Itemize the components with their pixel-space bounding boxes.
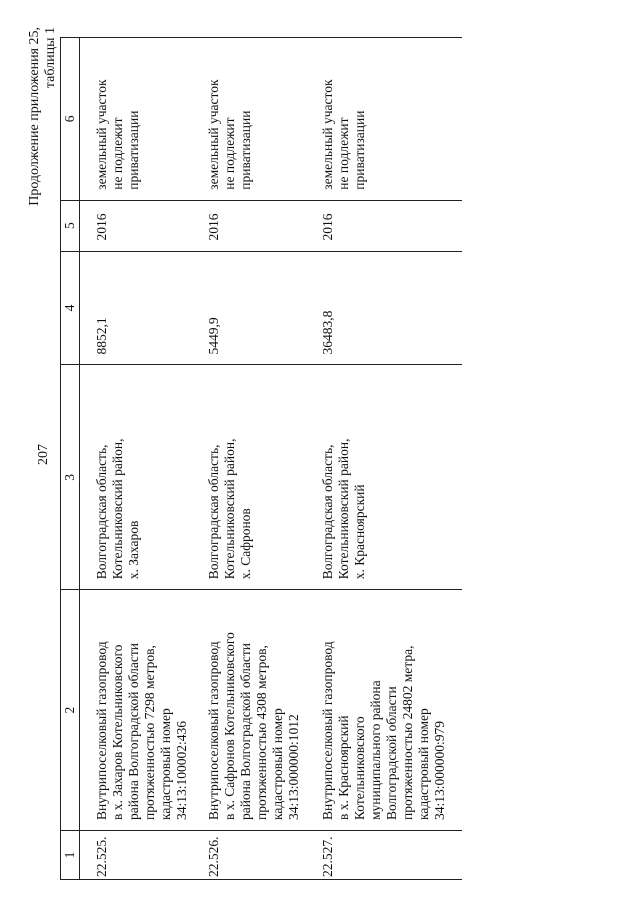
property-table: [60, 37, 462, 880]
object-address: Волгоградская область, Котельниковский район, х. Красноярский: [312, 365, 462, 590]
column-header-4: 4: [61, 251, 80, 365]
column-header-1: 1: [61, 831, 80, 880]
row-number: 22.527.: [312, 831, 462, 880]
table-body: [80, 38, 462, 880]
row-number: 22.526.: [196, 831, 312, 880]
table-row: [312, 38, 462, 880]
column-header-3: 3: [61, 365, 80, 590]
object-name: Внутрипоселковый газопровод в х. Сафронов Котельниковского района Волгоградской области протяженностью 4308 метров, кадастровый номер 34:13:000000:1012: [196, 590, 312, 831]
object-value: 5449,9: [196, 251, 312, 365]
table-row: [80, 38, 196, 880]
table-header: [61, 38, 80, 880]
object-year: 2016: [312, 200, 462, 251]
column-header-5: 5: [61, 200, 80, 251]
table-row: [196, 38, 312, 880]
object-year: 2016: [80, 200, 196, 251]
object-value: 36483,8: [312, 251, 462, 365]
object-address: Волгоградская область, Котельниковский район, х. Захаров: [80, 365, 196, 590]
column-header-2: 2: [61, 590, 80, 831]
continuation-title: Продолжение приложения 25,: [27, 27, 42, 206]
page-number: 207: [36, 444, 51, 465]
continuation-subtitle: таблицы 1: [43, 27, 58, 89]
header-row: [61, 38, 80, 880]
object-value: 8852,1: [80, 251, 196, 365]
continuation-heading: [27, 27, 59, 206]
object-address: Волгоградская область, Котельниковский район, х. Сафронов: [196, 365, 312, 590]
object-name: Внутрипоселковый газопровод в х. Красноярский Котельниковского муниципального района Волгоградской области протяженностью 24802 метра, кадастровый номер 34:13:000000:979: [312, 590, 462, 831]
row-number: 22.525.: [80, 831, 196, 880]
object-note: земельный участок не подлежит приватизации: [312, 38, 462, 201]
object-year: 2016: [196, 200, 312, 251]
column-header-6: 6: [61, 38, 80, 201]
object-note: земельный участок не подлежит приватизации: [80, 38, 196, 201]
object-note: земельный участок не подлежит приватизации: [196, 38, 312, 201]
object-name: Внутрипоселковый газопровод в х. Захаров Котельниковского района Волгоградской области протяженностью 7298 метров, кадастровый номер 34:13:100002:436: [80, 590, 196, 831]
